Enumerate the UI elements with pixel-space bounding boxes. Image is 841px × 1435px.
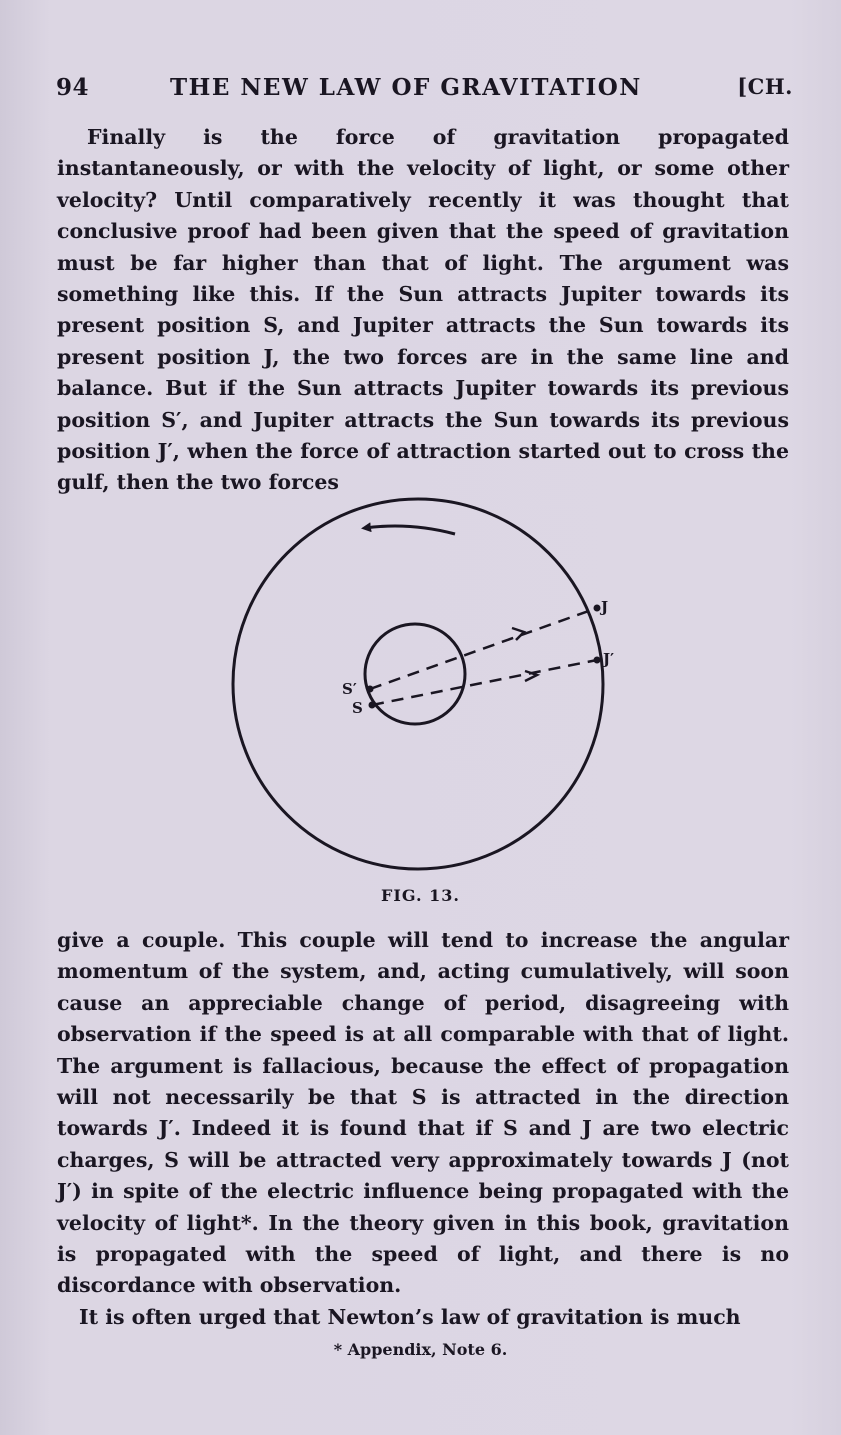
paragraph-1: Finally is the force of gravitation propagated instantaneously, or with the velocity of light, or some other velocity? Until comparatively recently it was thought that conclusive proof had been given that the speed of gravitation must be far higher than that of light. The argument was something like this. If the Sun attracts Jupiter towards its present position S, and Jupiter attracts the Sun towards its present position J, the two forces are in the same line and balance. But if the Sun attracts Jupiter towards its previous position S′, and Jupiter attracts the Sun towards its previous position J′, when the force of attraction started out to cross the gulf, then the two forces [57, 125, 789, 495]
footnote: * Appendix, Note 6. [333, 1340, 508, 1359]
running-header [56, 74, 793, 110]
chapter-mark: [CH. [737, 74, 793, 99]
point-s [369, 702, 376, 709]
page-number: 94 [56, 74, 90, 101]
paragraph-3: It is often urged that Newton’s law of gravitation is much [79, 1305, 741, 1329]
figure-caption: FIG. 13. [381, 886, 460, 905]
label-j-prime: J′ [603, 650, 615, 668]
dashed-line-s-prime-to-j [370, 608, 597, 689]
rotation-arrow [365, 526, 455, 534]
dashed-line-s-to-j-prime [372, 660, 597, 705]
paragraph-2: give a couple. This couple will tend to increase the angular momentum of the system, and, acting cumulatively, will soon cause an appreciable change of period, disagreeing with observation if the speed is at all comparable with that of light. The argument is fallacious, because the effect of propagation will not necessarily be that S is attracted in the direction towards J′. Indeed it is found that if S and J are two electric charges, S will be attracted very approximately towards J (not J′) in spite of the electric influence being propagated with the velocity of light*. In the theory given in this book, gravitation is propagated with the speed of light, and there is no discordance with observation. [57, 928, 789, 1298]
outer-orbit [233, 499, 603, 869]
running-title: THE NEW LAW OF GRAVITATION [170, 74, 642, 101]
label-j: J [601, 598, 609, 616]
arrowhead-upper [512, 628, 524, 640]
point-j [594, 605, 601, 612]
label-s: S [352, 699, 363, 717]
point-s-prime [367, 686, 374, 693]
figure-13-orbit-diagram [225, 492, 615, 912]
label-s-prime: S′ [342, 680, 357, 698]
point-j-prime [594, 657, 601, 664]
